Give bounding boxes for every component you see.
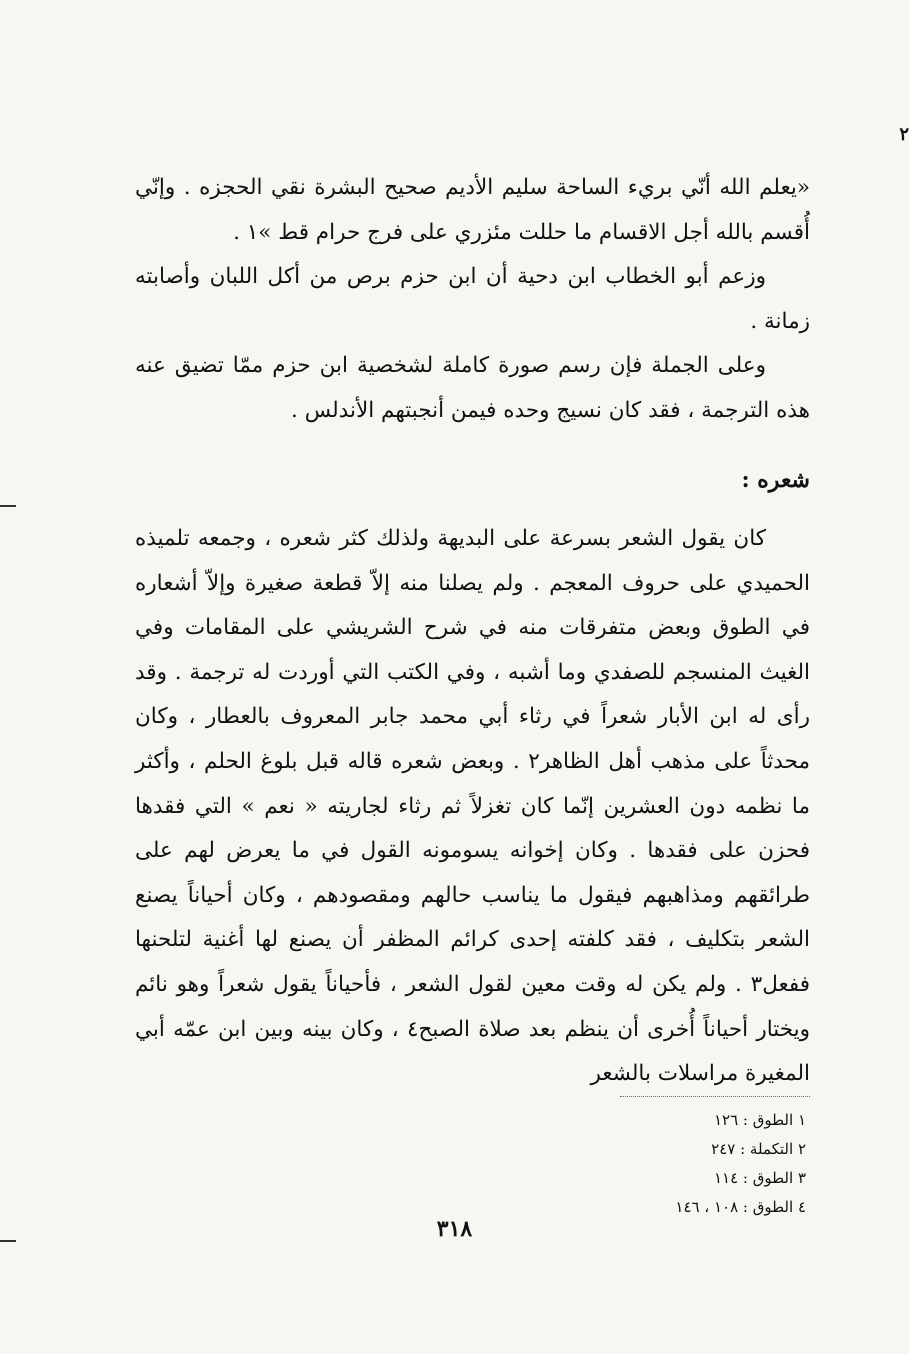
paragraph: وعلى الجملة فإن رسم صورة كاملة لشخصية ابن حزم ممّا تضيق عنه هذه الترجمة ، فقد كان نسيج وحده فيمن أنجبتهم الأندلس . (135, 353, 810, 423)
margin-mark: ٢ (899, 124, 909, 145)
top-text-block (135, 166, 810, 434)
paragraph: وزعم أبو الخطاب ابن دحية أن ابن حزم برص من أكل اللبان وأصابته زمانة . (135, 264, 810, 334)
footnote-divider (620, 1096, 810, 1097)
footnote: ٢ التكملة : ٢٤٧ (711, 1140, 806, 1158)
footnote: ٣ الطوق : ١١٤ (713, 1169, 806, 1187)
quote-paragraph: «يعلم الله أنّي بريء الساحة سليم الأديم صحيح البشرة نقي الحجزه . وإنّي أُقسم بالله أجل الاقسام ما حللت مئزري على فرج حرام قط »١ . (135, 175, 810, 245)
footnote: ١ الطوق : ١٢٦ (713, 1111, 806, 1129)
page-number: ٣١٨ (436, 1216, 473, 1242)
footnotes (675, 1106, 806, 1222)
section-heading: شعره : (741, 467, 810, 493)
footnote: ٤ الطوق : ١٠٨ ، ١٤٦ (675, 1198, 806, 1216)
paragraph: كان يقول الشعر بسرعة على البديهة ولذلك كثر شعره ، وجمعه تلميذه الحميدي على حروف المعجم . ولم يصلنا منه إلاّ قطعة صغيرة وإلاّ أشعاره في الطوق وبعض متفرقات منه في شرح الشريشي على المقامات وفي الغيث المنسجم للصفدي وما أشبه ، وفي الكتب التي أوردت له ترجمة . وقد رأى له ابن الأبار شعراً في رثاء أبي محمد جابر المعروف بالعطار ، وكان محدثاً على مذهب أهل الظاهر٢ . وبعض شعره قاله قبل بلوغ الحلم ، وأكثر ما نظمه دون العشرين إنّما كان تغزلاً ثم رثاء لجاريته « نعم » التي فقدها فحزن على فقدها . وكان إخوانه يسومونه القول في ما يعرض لهم على طرائقهم ومذاهبهم فيقول ما يناسب حالهم ومقصودهم ، وكان أحياناً يصنع الشعر بتكليف ، فقد كلفته إحدى كرائم المظفر أن يصنع لها أغنية لتلحنها ففعل٣ . ولم يكن له وقت معين لقول الشعر ، فأحياناً يقول شعراً وهو نائم ويختار أحياناً أُخرى أن ينظم بعد صلاة الصبح٤ ، وكان بينه وبين ابن عمّه أبي المغيرة مراسلات بالشعر (135, 526, 810, 1087)
margin-tick-mark (0, 505, 16, 507)
main-text-block (135, 517, 810, 1097)
